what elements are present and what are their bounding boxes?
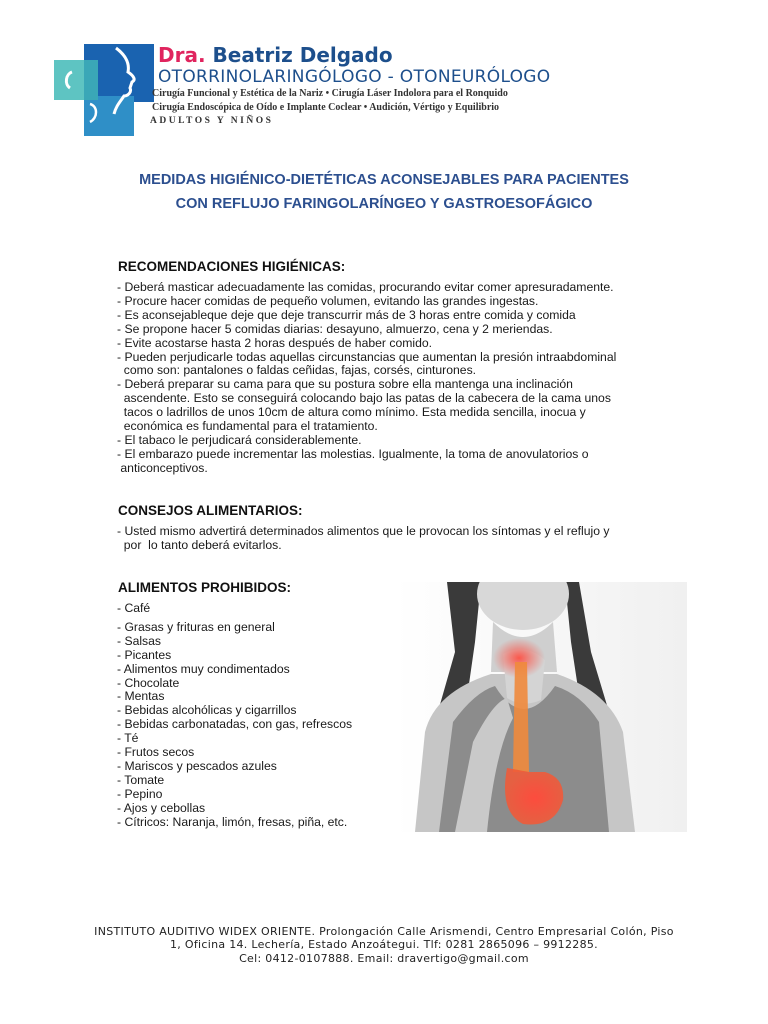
services-line-2: Cirugía Endoscópica de Oído e Implante Coclear • Audición, Vértigo y Equilibrio	[152, 102, 500, 113]
list-item: - Bebidas alcohólicas y cigarrillos	[117, 703, 297, 718]
list-item: - Mariscos y pescados azules	[117, 758, 277, 773]
list-item: - Ajos y cebollas	[117, 800, 206, 815]
list-item: por lo tanto deberá evitarlos.	[117, 537, 282, 552]
list-item: - Es aconsejableque deje que deje transcurrir más de 3 horas entre comida y comida	[117, 307, 576, 322]
hygiene-heading: RECOMENDACIONES HIGIÉNICAS:	[118, 259, 346, 274]
list-item: - Alimentos muy condimentados	[117, 661, 290, 676]
list-item: - Frutos secos	[117, 745, 195, 760]
list-item: económica es fundamental para el tratamiento.	[117, 419, 378, 434]
list-item: - Mentas	[117, 689, 165, 704]
hygiene-list	[117, 281, 616, 476]
doctor-specialty: OTORRINOLARINGÓLOGO - OTONEURÓLOGO	[158, 67, 551, 87]
list-item: - Cítricos: Naranja, limón, fresas, piña, etc.	[117, 814, 348, 829]
list-item: - El tabaco le perjudicará considerablemente.	[117, 432, 362, 447]
forbidden-list	[117, 602, 352, 830]
advice-list	[117, 525, 609, 553]
forbidden-heading: ALIMENTOS PROHIBIDOS:	[118, 580, 292, 595]
list-item: - Picantes	[117, 647, 172, 662]
list-item: - Deberá masticar adecuadamente las comidas, procurando evitar comer apresuradamente.	[117, 280, 614, 294]
patients-line: ADULTOS Y NIÑOS	[150, 116, 274, 126]
list-item: - Bebidas carbonatadas, con gas, refrescos	[117, 717, 353, 732]
list-item: - El embarazo puede incrementar las molestias. Igualmente, la toma de anovulatorios o	[117, 446, 589, 461]
list-item: - Chocolate	[117, 675, 180, 690]
doctor-name-prefix: Dra.	[158, 43, 206, 67]
document-title-line-2: CON REFLUJO FARINGOLARÍNGEO Y GASTROESOFÁGICO	[175, 196, 593, 212]
list-item: - Usted mismo advertirá determinados alimentos que le provocan los síntomas y el reflujo y	[117, 524, 610, 538]
document-title-line-1: MEDIDAS HIGIÉNICO-DIETÉTICAS ACONSEJABLES PARA PACIENTES	[139, 172, 629, 188]
list-item: - Se propone hacer 5 comidas diarias: desayuno, almuerzo, cena y 2 meriendas.	[117, 321, 553, 336]
list-item: - Café	[117, 601, 151, 615]
services-line-1: Cirugía Funcional y Estética de la Nariz • Cirugía Láser Indolora para el Ronquido	[152, 88, 508, 99]
list-item: - Deberá preparar su cama para que su postura sobre ella mantenga una inclinación	[117, 377, 573, 392]
list-item: - Tomate	[117, 772, 165, 787]
list-item: - Salsas	[117, 633, 162, 648]
list-item: - Té	[117, 731, 139, 746]
reflux-illustration	[395, 582, 687, 832]
list-item: - Pepino	[117, 786, 163, 801]
footer-contact-line: Cel: 0412-0107888. Email: dravertigo@gmail.com	[239, 952, 529, 965]
list-item: tacos o ladrillos de unos 10cm de altura como mínimo. Esta medida sencilla, inocua y	[117, 405, 586, 420]
doctor-name-text: Beatriz Delgado	[212, 43, 393, 67]
list-item: - Grasas y frituras en general	[117, 619, 275, 634]
list-item: como son: pantalones o faldas ceñidas, fajas, corsés, cinturones.	[117, 363, 477, 378]
list-item: ascendente. Esto se conseguirá colocando bajo las patas de la cabecera de la cama unos	[117, 391, 611, 406]
list-item: - Evite acostarse hasta 2 horas después de haber comido.	[117, 335, 433, 350]
doctor-name	[158, 43, 393, 67]
footer-address-line-1: INSTITUTO AUDITIVO WIDEX ORIENTE. Prolongación Calle Arismendi, Centro Empresarial Colón, Piso	[94, 925, 674, 938]
list-item: - Pueden perjudicarle todas aquellas circunstancias que aumentan la presión intraabdominal	[117, 349, 617, 364]
advice-heading: CONSEJOS ALIMENTARIOS:	[118, 503, 303, 518]
list-item: - Procure hacer comidas de pequeño volumen, evitando las grandes ingestas.	[117, 293, 539, 308]
list-item: anticonceptivos.	[117, 460, 208, 475]
clinic-logo	[54, 44, 154, 136]
footer-address-line-2: 1, Oficina 14. Lechería, Estado Anzoátegui. Tlf: 0281 2865096 – 9912285.	[170, 938, 598, 951]
